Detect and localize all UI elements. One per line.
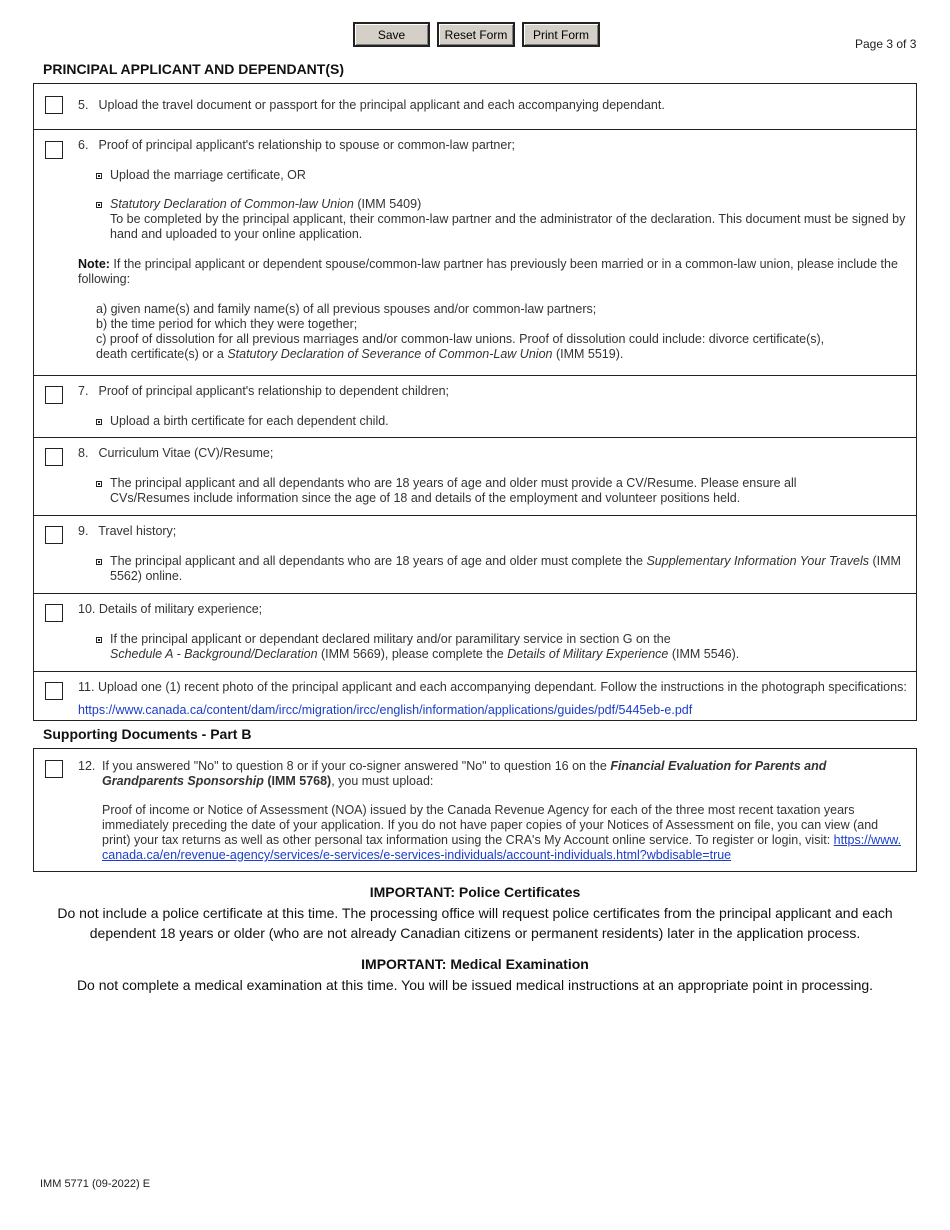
item-8-bullet: The principal applicant and all dependants who are 18 years of age and older must provide a CV/Resume. Please ensure all CVs/Resumes include information since the age of 18 and details of the employment and volunteer positions held. bbox=[110, 476, 797, 505]
save-button[interactable]: Save bbox=[353, 22, 430, 47]
item-6-note: Note: If the principal applicant or dependent spouse/common-law partner has previously been married or in a common-law union, please include the following: bbox=[78, 257, 898, 286]
police-certificates-text: Do not include a police certificate at this time. The processing office will request police certificates from the principal applicant and each dependent 18 years or older (who are not already Canadian citizens or permanent residents) later in the application process. bbox=[57, 905, 893, 941]
item-5-text: 5. Upload the travel document or passport for the principal applicant and each accompanying dependant. bbox=[78, 98, 665, 112]
checkbox-item-10[interactable] bbox=[45, 604, 63, 622]
item-12-number: 12. bbox=[78, 759, 96, 773]
photo-specifications-link[interactable]: https://www.canada.ca/content/dam/ircc/migration/ircc/english/information/applications/guides/pdf/5445eb-e.pdf bbox=[78, 703, 693, 717]
reset-form-button[interactable]: Reset Form bbox=[437, 22, 515, 47]
checklist-table-applicants bbox=[33, 83, 917, 721]
item-6-list: a) given name(s) and family name(s) of all previous spouses and/or common-law partners; b) the time period for which they were together; c) proof of dissolution for all previous marriages and/or common-law unions. Proof of dissolution could include: divorce certificate(s), death certificate(s) or a Statutory Declaration of Severance of Common-Law Union (IMM 5519). bbox=[96, 302, 825, 361]
bullet-icon bbox=[96, 637, 102, 643]
medical-exam-text: Do not complete a medical examination at this time. You will be issued medical instructions at an appropriate point in processing. bbox=[76, 977, 874, 993]
bullet-icon bbox=[96, 419, 102, 425]
item-7-bullet: Upload a birth certificate for each dependent child. bbox=[110, 414, 389, 428]
checklist-row-6 bbox=[34, 130, 916, 376]
checkbox-item-6[interactable] bbox=[45, 141, 63, 159]
form-toolbar bbox=[353, 22, 600, 47]
item-11-text: 11. Upload one (1) recent photo of the principal applicant and each accompanying dependant. Follow the instructions in the photograph specifications: bbox=[78, 680, 907, 694]
item-10-text: 10. Details of military experience; bbox=[78, 602, 263, 616]
checkbox-item-9[interactable] bbox=[45, 526, 63, 544]
medical-exam-title: IMPORTANT: Medical Examination bbox=[361, 956, 589, 972]
print-form-button[interactable]: Print Form bbox=[522, 22, 600, 47]
cra-my-account-link[interactable]: https://www.canada.ca/en/revenue-agency/services/e-services/e-services-individuals/account-individuals.html?wbdisable=true bbox=[102, 833, 902, 862]
item-6-bullet-1: Upload the marriage certificate, OR bbox=[110, 168, 306, 182]
bullet-icon bbox=[96, 481, 102, 487]
checkbox-item-7[interactable] bbox=[45, 386, 63, 404]
item-6-text: 6. Proof of principal applicant's relationship to spouse or common-law partner; bbox=[78, 138, 515, 152]
bullet-icon bbox=[96, 202, 102, 208]
checkbox-item-12[interactable] bbox=[45, 760, 63, 778]
item-9-text: 9. Travel history; bbox=[78, 524, 177, 538]
item-7-text: 7. Proof of principal applicant's relationship to dependent children; bbox=[78, 384, 450, 398]
checkbox-item-11[interactable] bbox=[45, 682, 63, 700]
checklist-row-8 bbox=[34, 438, 916, 516]
bullet-icon bbox=[96, 173, 102, 179]
item-10-bullet: If the principal applicant or dependant declared military and/or paramilitary service in section G on the Schedule A - Background/Declaration (IMM 5669), please complete the Details of Military Experience (IMM 5546). bbox=[110, 632, 740, 661]
item-12-text: If you answered "No" to question 8 or if your co-signer answered "No" to question 16 on the Financial Evaluation for Parents and Grandparents Sponsorship (IMM 5768), you must upload: bbox=[102, 759, 827, 788]
checklist-row-12 bbox=[34, 749, 916, 871]
checkbox-item-5[interactable] bbox=[45, 96, 63, 114]
item-8-text: 8. Curriculum Vitae (CV)/Resume; bbox=[78, 446, 274, 460]
checklist-table-supporting-docs bbox=[33, 748, 917, 872]
section-heading-applicants: PRINCIPAL APPLICANT AND DEPENDANT(S) bbox=[43, 61, 345, 77]
item-9-bullet: The principal applicant and all dependants who are 18 years of age and older must complete the Supplementary Information Your Travels (IMM 5562) online. bbox=[110, 554, 901, 583]
police-certificates-title: IMPORTANT: Police Certificates bbox=[369, 884, 581, 900]
checklist-row-7 bbox=[34, 376, 916, 438]
checklist-row-5 bbox=[34, 84, 916, 130]
page-number: Page 3 of 3 bbox=[855, 37, 917, 51]
bullet-icon bbox=[96, 559, 102, 565]
checklist-row-10 bbox=[34, 594, 916, 672]
checklist-row-9 bbox=[34, 516, 916, 594]
checkbox-item-8[interactable] bbox=[45, 448, 63, 466]
item-12-body: Proof of income or Notice of Assessment (NOA) issued by the Canada Revenue Agency for each of the three most recent taxation years immediately preceding the date of your application. If you do not have paper copies of your Notices of Assessment on file, you can view (and print) your tax returns as well as other personal tax information using the CRA's My Account online service. To register or login, visit: https://www.canada.ca/en/revenue-agency/services/e-services/e-services-individuals/account-individuals.html?wbdisable=true bbox=[102, 803, 902, 862]
item-6-bullet-2: Statutory Declaration of Common-law Union (IMM 5409) To be completed by the principal applicant, their common-law partner and the administrator of the declaration. This document must be signed by hand and uploaded to your online application. bbox=[110, 197, 906, 241]
checklist-row-11 bbox=[34, 672, 916, 720]
form-code-footer: IMM 5771 (09-2022) E bbox=[40, 1178, 151, 1190]
section-heading-supporting-docs: Supporting Documents - Part B bbox=[43, 726, 252, 742]
